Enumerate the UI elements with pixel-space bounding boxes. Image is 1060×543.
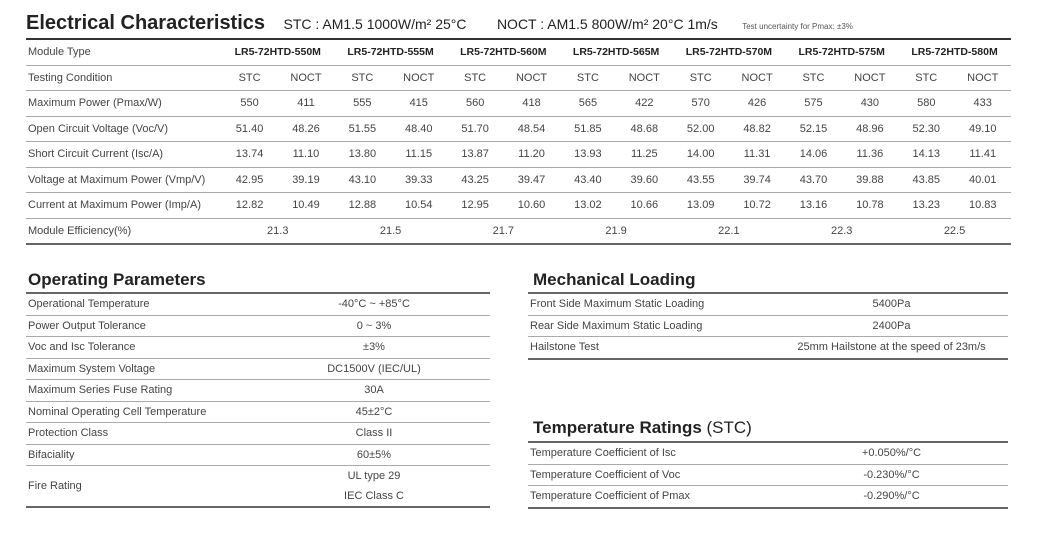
row-label: Temperature Coefficient of Pmax bbox=[528, 486, 775, 508]
row-value: 60±5% bbox=[258, 444, 490, 466]
noct-label: NOCT bbox=[954, 65, 1011, 91]
noct-label: NOCT bbox=[729, 65, 785, 91]
noct-value: 10.54 bbox=[391, 193, 447, 219]
noct-value: 11.20 bbox=[503, 142, 559, 168]
table-row bbox=[528, 337, 1008, 359]
row-label: Current at Maximum Power (Imp/A) bbox=[26, 193, 221, 219]
efficiency-row bbox=[26, 218, 1011, 244]
stc-value: 12.82 bbox=[221, 193, 277, 219]
stc-value: 13.93 bbox=[560, 142, 616, 168]
row-label: Voltage at Maximum Power (Vmp/V) bbox=[26, 167, 221, 193]
row-value: 0 ~ 3% bbox=[258, 315, 490, 337]
noct-value: 415 bbox=[391, 91, 447, 117]
stc-value: 43.55 bbox=[673, 167, 729, 193]
row-label: Maximum Power (Pmax/W) bbox=[26, 91, 221, 117]
stc-value: 51.40 bbox=[221, 116, 277, 142]
row-value: ±3% bbox=[258, 337, 490, 359]
noct-value: 10.60 bbox=[503, 193, 559, 219]
stc-value: 570 bbox=[673, 91, 729, 117]
table-row bbox=[26, 293, 490, 315]
row-label: Open Circuit Voltage (Voc/V) bbox=[26, 116, 221, 142]
noct-value: 39.33 bbox=[391, 167, 447, 193]
row-label: Short Circuit Current (Isc/A) bbox=[26, 142, 221, 168]
noct-value: 48.82 bbox=[729, 116, 785, 142]
row-label: Maximum System Voltage bbox=[26, 358, 258, 380]
noct-value: 430 bbox=[842, 91, 898, 117]
stc-value: 43.25 bbox=[447, 167, 503, 193]
efficiency-value: 21.5 bbox=[334, 218, 447, 244]
row-label: Voc and Isc Tolerance bbox=[26, 337, 258, 359]
noct-value: 10.49 bbox=[278, 193, 334, 219]
table-row bbox=[528, 486, 1008, 508]
noct-value: 422 bbox=[616, 91, 672, 117]
row-value: 2400Pa bbox=[775, 315, 1008, 337]
fire-rating-iec: IEC Class C bbox=[344, 490, 404, 502]
table-row bbox=[26, 423, 490, 445]
row-value: 30A bbox=[258, 380, 490, 402]
operating-table bbox=[26, 292, 490, 508]
noct-value: 11.10 bbox=[278, 142, 334, 168]
stc-value: 42.95 bbox=[221, 167, 277, 193]
stc-value: 43.40 bbox=[560, 167, 616, 193]
stc-value: 13.74 bbox=[221, 142, 277, 168]
stc-value: 565 bbox=[560, 91, 616, 117]
electrical-header bbox=[26, 12, 1011, 40]
noct-value: 11.31 bbox=[729, 142, 785, 168]
stc-value: 52.30 bbox=[898, 116, 954, 142]
row-label: Maximum Series Fuse Rating bbox=[26, 380, 258, 402]
efficiency-value: 22.5 bbox=[898, 218, 1011, 244]
table-row bbox=[26, 167, 1011, 193]
noct-value: 418 bbox=[503, 91, 559, 117]
stc-value: 51.85 bbox=[560, 116, 616, 142]
noct-conditions: NOCT : AM1.5 800W/m² 20°C 1m/s bbox=[496, 16, 718, 32]
row-label: Nominal Operating Cell Temperature bbox=[26, 401, 258, 423]
model-name: LR5-72HTD-560M bbox=[447, 40, 560, 65]
mechanical-table bbox=[528, 292, 1008, 360]
stc-value: 550 bbox=[221, 91, 277, 117]
row-value: DC1500V (IEC/UL) bbox=[258, 358, 490, 380]
row-label: Protection Class bbox=[26, 423, 258, 445]
temperature-table bbox=[528, 441, 1008, 509]
noct-label: NOCT bbox=[842, 65, 898, 91]
model-name: LR5-72HTD-570M bbox=[673, 40, 786, 65]
noct-value: 411 bbox=[278, 91, 334, 117]
table-row bbox=[528, 442, 1008, 464]
noct-value: 48.26 bbox=[278, 116, 334, 142]
stc-label: STC bbox=[898, 65, 954, 91]
row-label: Temperature Coefficient of Isc bbox=[528, 442, 775, 464]
table-row bbox=[26, 444, 490, 466]
row-value: Class II bbox=[258, 423, 490, 445]
noct-value: 40.01 bbox=[954, 167, 1011, 193]
row-label: Bifaciality bbox=[26, 444, 258, 466]
temperature-title-suffix: (STC) bbox=[706, 418, 752, 437]
noct-value: 39.88 bbox=[842, 167, 898, 193]
model-name: LR5-72HTD-550M bbox=[221, 40, 334, 65]
table-row bbox=[528, 464, 1008, 486]
row-label: Temperature Coefficient of Voc bbox=[528, 464, 775, 486]
table-row bbox=[26, 401, 490, 423]
noct-value: 11.41 bbox=[954, 142, 1011, 168]
stc-value: 43.70 bbox=[785, 167, 841, 193]
noct-value: 10.78 bbox=[842, 193, 898, 219]
noct-value: 11.36 bbox=[842, 142, 898, 168]
stc-value: 52.15 bbox=[785, 116, 841, 142]
testing-row bbox=[26, 65, 1011, 91]
table-row bbox=[26, 142, 1011, 168]
table-row bbox=[26, 380, 490, 402]
stc-label: STC bbox=[221, 65, 277, 91]
noct-value: 426 bbox=[729, 91, 785, 117]
stc-conditions: STC : AM1.5 1000W/m² 25°C bbox=[283, 16, 467, 32]
noct-value: 39.60 bbox=[616, 167, 672, 193]
row-value: -0.290%/°C bbox=[775, 486, 1008, 508]
noct-value: 39.74 bbox=[729, 167, 785, 193]
noct-value: 10.66 bbox=[616, 193, 672, 219]
row-value: -0.230%/°C bbox=[775, 464, 1008, 486]
stc-value: 43.10 bbox=[334, 167, 390, 193]
model-label: Module Type bbox=[26, 40, 221, 65]
row-label: Operational Temperature bbox=[26, 293, 258, 315]
row-label: Hailstone Test bbox=[528, 337, 775, 359]
noct-value: 10.72 bbox=[729, 193, 785, 219]
noct-value: 11.25 bbox=[616, 142, 672, 168]
row-value: 25mm Hailstone at the speed of 23m/s bbox=[775, 337, 1008, 359]
stc-value: 560 bbox=[447, 91, 503, 117]
stc-label: STC bbox=[334, 65, 390, 91]
table-row bbox=[26, 116, 1011, 142]
table-row bbox=[26, 91, 1011, 117]
mechanical-title: Mechanical Loading bbox=[533, 270, 696, 289]
temperature-title bbox=[533, 418, 752, 438]
stc-value: 13.23 bbox=[898, 193, 954, 219]
electrical-title: Electrical Characteristics bbox=[26, 12, 266, 34]
fire-rating-label: Fire Rating bbox=[26, 466, 258, 508]
stc-value: 13.87 bbox=[447, 142, 503, 168]
table-row bbox=[528, 315, 1008, 337]
row-value: 45±2°C bbox=[258, 401, 490, 423]
stc-value: 14.06 bbox=[785, 142, 841, 168]
noct-label: NOCT bbox=[278, 65, 334, 91]
model-name: LR5-72HTD-565M bbox=[560, 40, 673, 65]
row-label: Front Side Maximum Static Loading bbox=[528, 293, 775, 315]
stc-value: 575 bbox=[785, 91, 841, 117]
temperature-title-main: Temperature Ratings bbox=[533, 418, 702, 437]
noct-label: NOCT bbox=[503, 65, 559, 91]
efficiency-value: 21.3 bbox=[221, 218, 334, 244]
stc-value: 580 bbox=[898, 91, 954, 117]
efficiency-value: 22.3 bbox=[785, 218, 898, 244]
row-label: Rear Side Maximum Static Loading bbox=[528, 315, 775, 337]
table-row bbox=[26, 337, 490, 359]
noct-value: 11.15 bbox=[391, 142, 447, 168]
efficiency-value: 21.7 bbox=[447, 218, 560, 244]
noct-value: 49.10 bbox=[954, 116, 1011, 142]
stc-value: 14.13 bbox=[898, 142, 954, 168]
noct-value: 48.40 bbox=[391, 116, 447, 142]
table-row bbox=[26, 193, 1011, 219]
model-row bbox=[26, 40, 1011, 65]
row-value: -40°C ~ +85°C bbox=[258, 293, 490, 315]
stc-value: 43.85 bbox=[898, 167, 954, 193]
model-name: LR5-72HTD-555M bbox=[334, 40, 447, 65]
stc-value: 51.70 bbox=[447, 116, 503, 142]
row-value: 5400Pa bbox=[775, 293, 1008, 315]
noct-value: 48.68 bbox=[616, 116, 672, 142]
stc-label: STC bbox=[560, 65, 616, 91]
stc-value: 12.95 bbox=[447, 193, 503, 219]
stc-value: 13.80 bbox=[334, 142, 390, 168]
table-row bbox=[26, 358, 490, 380]
stc-value: 14.00 bbox=[673, 142, 729, 168]
noct-value: 39.19 bbox=[278, 167, 334, 193]
uncertainty-note: Test uncertainty for Pmax: ±3% bbox=[742, 22, 853, 31]
noct-label: NOCT bbox=[391, 65, 447, 91]
operating-title: Operating Parameters bbox=[28, 270, 206, 289]
stc-value: 555 bbox=[334, 91, 390, 117]
noct-value: 10.83 bbox=[954, 193, 1011, 219]
stc-value: 13.02 bbox=[560, 193, 616, 219]
stc-label: STC bbox=[447, 65, 503, 91]
electrical-table bbox=[26, 40, 1011, 245]
stc-value: 13.09 bbox=[673, 193, 729, 219]
testing-label: Testing Condition bbox=[26, 65, 221, 91]
efficiency-value: 21.9 bbox=[560, 218, 673, 244]
stc-value: 52.00 bbox=[673, 116, 729, 142]
stc-label: STC bbox=[785, 65, 841, 91]
table-row bbox=[26, 315, 490, 337]
row-label: Power Output Tolerance bbox=[26, 315, 258, 337]
stc-value: 12.88 bbox=[334, 193, 390, 219]
fire-rating-ul: UL type 29 bbox=[347, 470, 401, 482]
efficiency-label: Module Efficiency(%) bbox=[26, 218, 221, 244]
table-row bbox=[528, 293, 1008, 315]
row-value: +0.050%/°C bbox=[775, 442, 1008, 464]
stc-value: 51.55 bbox=[334, 116, 390, 142]
fire-rating-row bbox=[26, 466, 490, 508]
model-name: LR5-72HTD-575M bbox=[785, 40, 898, 65]
noct-value: 39.47 bbox=[503, 167, 559, 193]
noct-value: 48.96 bbox=[842, 116, 898, 142]
efficiency-value: 22.1 bbox=[673, 218, 786, 244]
stc-label: STC bbox=[673, 65, 729, 91]
model-name: LR5-72HTD-580M bbox=[898, 40, 1011, 65]
noct-label: NOCT bbox=[616, 65, 672, 91]
noct-value: 48.54 bbox=[503, 116, 559, 142]
noct-value: 433 bbox=[954, 91, 1011, 117]
stc-value: 13.16 bbox=[785, 193, 841, 219]
